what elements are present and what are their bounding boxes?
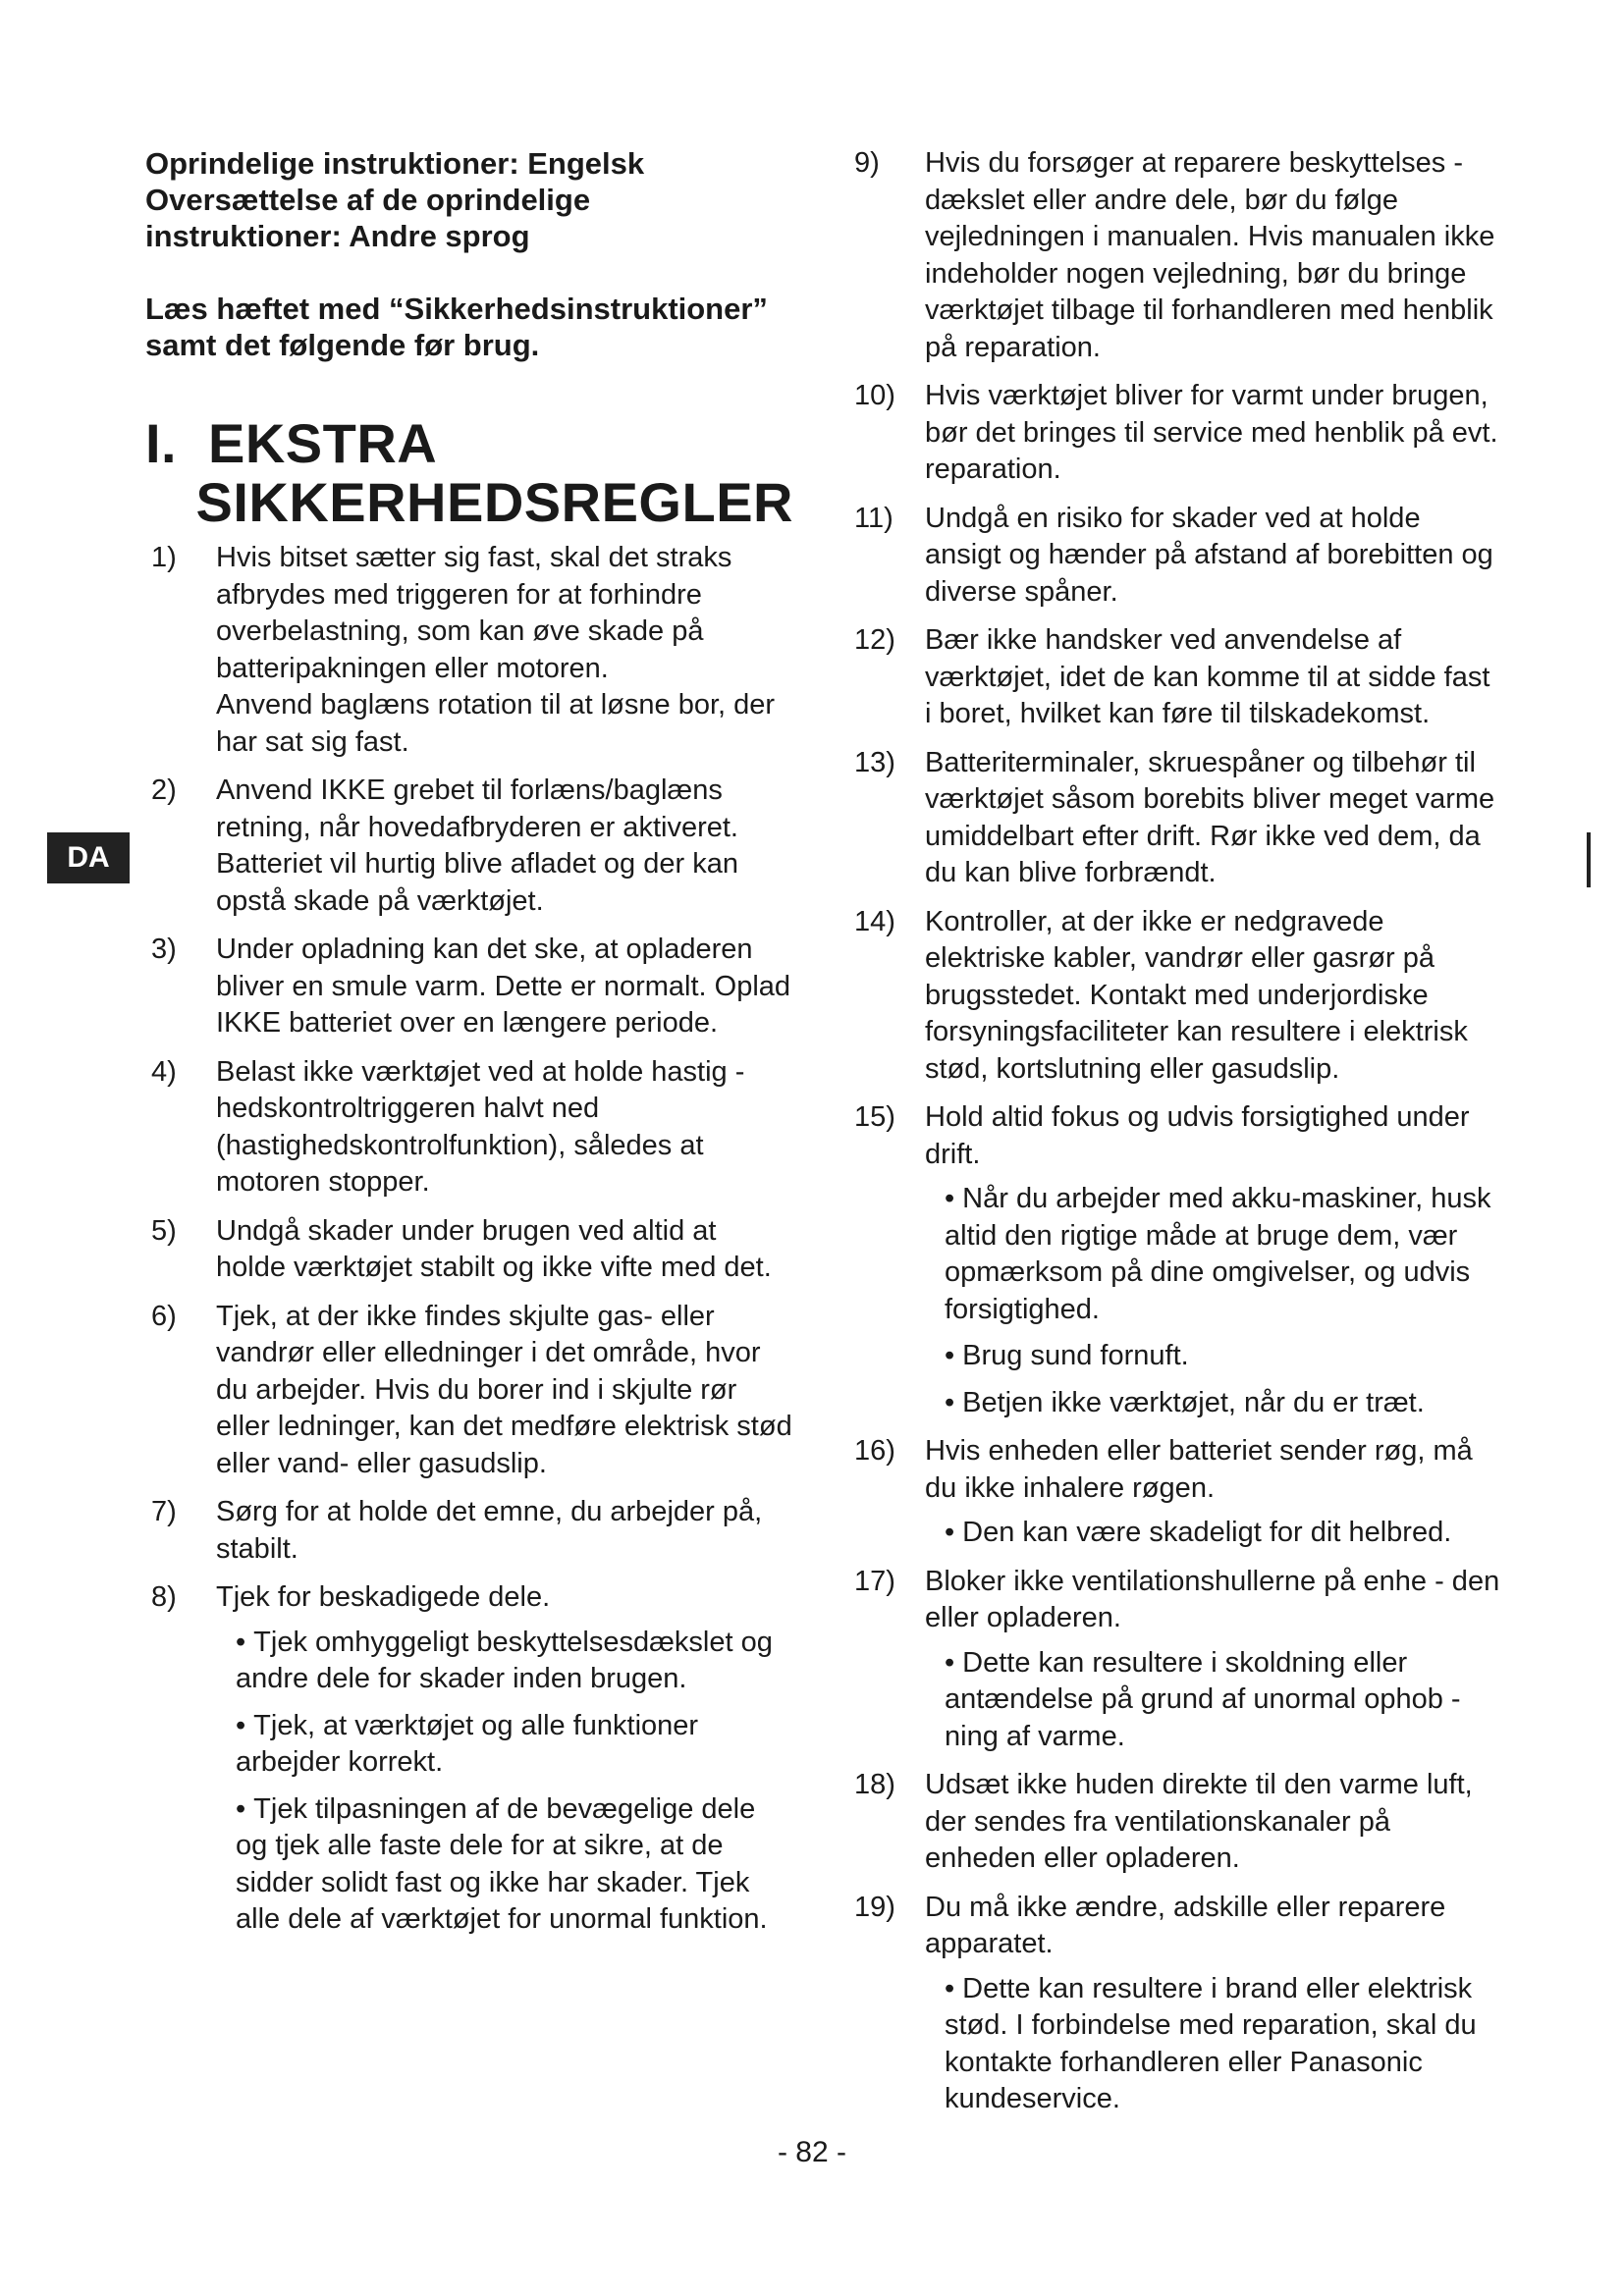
item-number: 19) xyxy=(854,1891,895,1923)
list-item xyxy=(854,1433,1502,1552)
list-item xyxy=(854,904,1502,1089)
list-item xyxy=(854,745,1502,892)
item-number: 6) xyxy=(151,1300,177,1332)
item-number: 1) xyxy=(151,542,177,573)
intro-line-translation: Oversættelse af de oprindelige instruktioner: Andre sprog xyxy=(145,183,591,253)
item-number: 11) xyxy=(854,502,893,534)
left-column xyxy=(145,145,793,1950)
list-item xyxy=(854,1767,1502,1878)
bullet-dot-icon: • xyxy=(945,1646,955,1679)
section-title xyxy=(145,414,793,532)
item-text: Kontroller, at der ikke er nedgravede elektriske kabler, vandrør eller gasrør på brugsstedet. Kontakt med underjordiske forsyningsfaciliteter kan resultere i elektrisk stød, kortslutning eller gasudslip. xyxy=(925,905,1468,1085)
bullet-item xyxy=(945,1181,1502,1328)
item-number: 15) xyxy=(854,1101,895,1133)
bullet-text: Dette kan resultere i brand eller elektrisk stød. I forbindelse med reparation, skal du kontakte forhandleren eller Panasonic kundeservice. xyxy=(945,1972,1477,2114)
list-item xyxy=(145,773,793,920)
bullet-text: Den kan være skadeligt for dit helbred. xyxy=(962,1517,1452,1548)
bullet-text: Tjek, at værktøjet og alle funktioner arbejder korrekt. xyxy=(236,1709,699,1778)
right-column xyxy=(854,145,1502,2130)
item-text: Undgå skader under brugen ved altid at holde værktøjet stabilt og ikke vifte med det. xyxy=(216,1214,772,1283)
item-number: 17) xyxy=(854,1565,895,1597)
list-item xyxy=(145,1579,793,1939)
list-item xyxy=(145,540,793,761)
list-item xyxy=(145,1299,793,1483)
bullet-text: Dette kan resultere i skoldning eller antændelse på grund af unormal ophob - ning af varme. xyxy=(945,1646,1461,1752)
item-text: Du må ikke ændre, adskille eller reparere apparatet. xyxy=(925,1891,1446,1959)
section-title-line1: EKSTRA xyxy=(208,412,438,474)
bullet-item xyxy=(945,1971,1502,2118)
bullet-list xyxy=(925,1515,1502,1552)
intro-original-language xyxy=(145,145,793,254)
item-number: 16) xyxy=(854,1435,895,1467)
bullet-item xyxy=(945,1385,1502,1422)
item-number: 3) xyxy=(151,934,177,965)
item-number: 18) xyxy=(854,1769,895,1800)
list-item xyxy=(854,622,1502,733)
item-number: 12) xyxy=(854,624,895,656)
margin-marker xyxy=(1587,832,1591,887)
bullet-item xyxy=(236,1708,793,1782)
item-number: 9) xyxy=(854,147,880,179)
item-text: Belast ikke værktøjet ved at holde hastig - hedskontroltriggeren halvt ned (hastighedskontrolfunktion), således at motoren stopper. xyxy=(216,1055,745,1198)
bullet-dot-icon: • xyxy=(945,1517,955,1548)
safety-rules-list-right xyxy=(854,145,1502,2118)
intro-line-original: Oprindelige instruktioner: Engelsk xyxy=(145,146,645,181)
bullet-dot-icon: • xyxy=(945,1386,955,1418)
bullet-dot-icon: • xyxy=(236,1709,246,1741)
bullet-dot-icon: • xyxy=(236,1626,246,1658)
bullet-list xyxy=(925,1645,1502,1756)
bullet-item xyxy=(945,1338,1502,1375)
item-number: 4) xyxy=(151,1055,177,1088)
list-item xyxy=(854,1564,1502,1756)
item-text: Under opladning kan det ske, at opladeren bliver en smule varm. Dette er normalt. Oplad IKKE batteriet over en længere periode. xyxy=(216,934,791,1039)
item-number: 7) xyxy=(151,1496,177,1527)
bullet-dot-icon: • xyxy=(945,1183,955,1214)
bullet-list xyxy=(925,1181,1502,1421)
item-text: Anvend IKKE grebet til forlæns/baglæns retning, når hovedafbryderen er aktiveret. Batteriet vil hurtig blive afladet og der kan opstå skade på værktøjet. xyxy=(216,774,738,917)
list-item xyxy=(854,378,1502,489)
bullet-text: Når du arbejder med akku-maskiner, husk altid den rigtige måde at bruge dem, vær opmærksom på dine omgivelser, og udvis forsigtighed. xyxy=(945,1183,1491,1325)
bullet-list xyxy=(925,1971,1502,2118)
item-number: 8) xyxy=(151,1581,177,1613)
bullet-dot-icon: • xyxy=(945,1972,955,2004)
item-text: Bloker ikke ventilationshullerne på enhe - den eller opladeren. xyxy=(925,1565,1500,1633)
bullet-item xyxy=(236,1791,793,1939)
bullet-item xyxy=(236,1625,793,1698)
item-number: 13) xyxy=(854,746,895,778)
item-extra-text: Anvend baglæns rotation til at løsne bor, der har sat sig fast. xyxy=(216,689,776,758)
bullet-dot-icon: • xyxy=(236,1792,246,1825)
item-text: Tjek, at der ikke findes skjulte gas- eller vandrør eller elledninger i det område, hvor du arbejder. Hvis du borer ind i skjulte rør eller ledninger, kan det medføre elektrisk stød eller vand- eller gasudslip. xyxy=(216,1300,792,1479)
item-number: 14) xyxy=(854,905,895,937)
page-number: - 82 - xyxy=(777,2136,847,2168)
list-item xyxy=(145,1213,793,1287)
item-text: Hvis værktøjet bliver for varmt under brugen, bør det bringes til service med henblik på evt. reparation. xyxy=(925,380,1498,485)
item-text: Undgå en risiko for skader ved at holde ansigt og hænder på afstand af borebitten og diverse spåner. xyxy=(925,502,1493,608)
item-text: Hold altid fokus og udvis forsigtighed under drift. xyxy=(925,1101,1470,1170)
language-tab: DA xyxy=(47,832,130,883)
intro-read-booklet: Læs hæftet med “Sikkerhedsinstruktioner” samt det følgende før brug. xyxy=(145,292,768,362)
list-item xyxy=(145,1494,793,1568)
bullet-item xyxy=(945,1515,1502,1552)
item-number: 2) xyxy=(151,774,177,806)
section-number: I. xyxy=(145,412,178,474)
item-text: Bær ikke handsker ved anvendelse af værktøjet, idet de kan komme til at sidde fast i boret, hvilket kan føre til tilskadekomst. xyxy=(925,624,1490,729)
list-item xyxy=(854,1099,1502,1421)
item-text: Tjek for beskadigede dele. xyxy=(216,1581,551,1613)
bullet-text: Brug sund fornuft. xyxy=(962,1340,1189,1371)
safety-rules-list-left xyxy=(145,540,793,1939)
item-number: 5) xyxy=(151,1214,177,1247)
item-text: Hvis bitset sætter sig fast, skal det straks afbrydes med triggeren for at forhindre overbelastning, som kan øve skade på batteripakningen eller motoren. xyxy=(216,542,732,684)
list-item xyxy=(854,145,1502,366)
list-item xyxy=(854,501,1502,612)
item-text: Batteriterminaler, skruespåner og tilbehør til værktøjet såsom borebits bliver meget varme umiddelbart efter drift. Rør ikke ved dem, da du kan blive forbrændt. xyxy=(925,746,1495,888)
list-item xyxy=(145,1054,793,1201)
bullet-dot-icon: • xyxy=(945,1340,955,1371)
item-text: Sørg for at holde det emne, du arbejder på, stabilt. xyxy=(216,1496,763,1565)
section-title-line2: SIKKERHEDSREGLER xyxy=(195,471,793,533)
list-item xyxy=(145,932,793,1042)
item-number: 10) xyxy=(854,380,895,411)
item-text: Hvis du forsøger at reparere beskyttelses - dækslet eller andre dele, bør du følge vejledningen i manualen. Hvis manualen ikke indeholder nogen vejledning, bør du bringe værktøjet tilbage til forhandleren med henblik på reparation. xyxy=(925,147,1495,363)
item-text: Udsæt ikke huden direkte til den varme luft, der sendes fra ventilationskanaler på enheden eller opladeren. xyxy=(925,1769,1473,1874)
bullet-item xyxy=(945,1645,1502,1756)
list-item xyxy=(854,1890,1502,2118)
bullet-text: Tjek omhyggeligt beskyttelsesdækslet og andre dele for skader inden brugen. xyxy=(236,1626,773,1694)
bullet-text: Betjen ikke værktøjet, når du er træt. xyxy=(962,1386,1425,1418)
bullet-list xyxy=(216,1625,793,1939)
item-text: Hvis enheden eller batteriet sender røg, må du ikke inhalere røgen. xyxy=(925,1435,1473,1504)
bullet-text: Tjek tilpasningen af de bevægelige dele og tjek alle faste dele for at sikre, at de sidder solidt fast og ikke har skader. Tjek alle dele af værktøjet for unormal funktion. xyxy=(236,1792,768,1935)
